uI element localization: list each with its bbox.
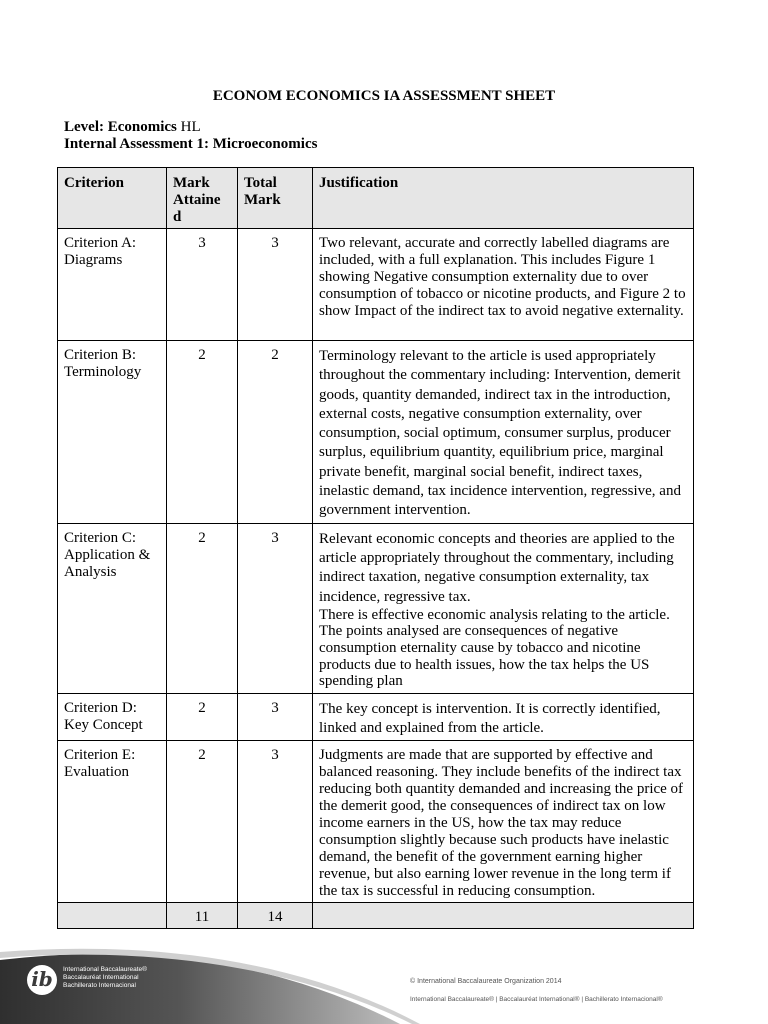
assessment-table bbox=[57, 167, 694, 929]
total-d: 3 bbox=[238, 693, 313, 741]
header-mark-attained bbox=[167, 168, 238, 229]
header-total-mark bbox=[238, 168, 313, 229]
justification-c bbox=[313, 523, 694, 693]
table-row bbox=[58, 229, 694, 341]
table-row bbox=[58, 523, 694, 693]
justification-d: The key concept is intervention. It is correctly identified, linked and explained from the article. bbox=[313, 693, 694, 741]
assessment-line bbox=[64, 136, 317, 153]
criterion-c: Criterion C: Application & Analysis bbox=[58, 523, 167, 693]
document-meta bbox=[64, 119, 317, 153]
justification-c-part-2: There is effective economic analysis relating to the article. The points analysed are consequences of negative consumption eternality cause by tobacco and nicotine products due to health issues, how the tax helps the US spending plan bbox=[319, 606, 670, 690]
level-line bbox=[64, 119, 317, 136]
totals-justification-cell bbox=[313, 903, 694, 929]
header-justification: Justification bbox=[313, 168, 694, 229]
justification-e: Judgments are made that are supported by effective and balanced reasoning. They include benefits of the indirect tax reducing both quantity demanded and increasing the price of the demerit good, the consequences of indirect tax on low income earners in the US, how the tax may reduce consumption slightly because such products have inelastic demand, the benefit of the government earning higher revenue, but also earning lower revenue in the long term if the tax is successful in reducing consumption. bbox=[313, 741, 694, 903]
table-row bbox=[58, 741, 694, 903]
criterion-b: Criterion B: Terminology bbox=[58, 341, 167, 524]
page-title: ECONOM ECONOMICS IA ASSESSMENT SHEET bbox=[212, 88, 556, 104]
total-mark-attained: 11 bbox=[167, 903, 238, 929]
total-c: 3 bbox=[238, 523, 313, 693]
totals-label-cell bbox=[58, 903, 167, 929]
trademark-line: International Baccalaureate® | Baccalauréat International® | Bachillerato Internacional® bbox=[410, 996, 663, 1003]
ib-name-en: International Baccalaureate® bbox=[63, 966, 147, 973]
mark-b: 2 bbox=[167, 341, 238, 524]
ib-logo: ib bbox=[27, 965, 57, 995]
ib-name-fr: Baccalauréat International bbox=[63, 974, 139, 981]
table-header-row bbox=[58, 168, 694, 229]
header-total-mark-label: Total Mark bbox=[244, 175, 281, 208]
level-value: HL bbox=[180, 119, 201, 135]
level-label: Level: Economics bbox=[64, 119, 177, 135]
ib-name-es: Bachillerato Internacional bbox=[63, 982, 136, 989]
total-b: 2 bbox=[238, 341, 313, 524]
total-mark-possible: 14 bbox=[238, 903, 313, 929]
justification-a: Two relevant, accurate and correctly labelled diagrams are included, with a full explanation. This includes Figure 1 showing Negative consumption externality due to over consumption of tobacco or nicotine products, and Figure 2 to show Impact of the indirect tax to avoid negative externality. bbox=[313, 229, 694, 341]
table-row bbox=[58, 693, 694, 741]
table-row bbox=[58, 341, 694, 524]
mark-c: 2 bbox=[167, 523, 238, 693]
assessment-title: Internal Assessment 1: Microeconomics bbox=[64, 136, 318, 152]
header-criterion: Criterion bbox=[58, 168, 167, 229]
criterion-a: Criterion A: Diagrams bbox=[58, 229, 167, 341]
criterion-e: Criterion E: Evaluation bbox=[58, 741, 167, 903]
header-mark-attained-label: Mark Attaine d bbox=[173, 175, 221, 225]
totals-row bbox=[58, 903, 694, 929]
mark-d: 2 bbox=[167, 693, 238, 741]
justification-b: Terminology relevant to the article is used appropriately throughout the commentary including: Intervention, demerit goods, quantity demanded, indirect tax in the introduction, external costs, negative consumption externality, over consumption, social optimum, consumer surplus, producer surplus, equilibrium quantity, equilibrium price, marginal private benefit, marginal social benefit, indirect taxes, inelastic demand, tax incidence intervention, regressive, and government intervention. bbox=[313, 341, 694, 524]
total-e: 3 bbox=[238, 741, 313, 903]
copyright-notice: © International Baccalaureate Organization 2014 bbox=[410, 978, 562, 985]
justification-c-part-1: Relevant economic concepts and theories are applied to the article appropriately throughout the commentary, including indirect taxation, negative consumption externality, tax incidence, regressive tax. bbox=[319, 530, 675, 605]
ib-organization-names bbox=[63, 966, 147, 990]
total-a: 3 bbox=[238, 229, 313, 341]
criterion-d: Criterion D: Key Concept bbox=[58, 693, 167, 741]
mark-e: 2 bbox=[167, 741, 238, 903]
mark-a: 3 bbox=[167, 229, 238, 341]
